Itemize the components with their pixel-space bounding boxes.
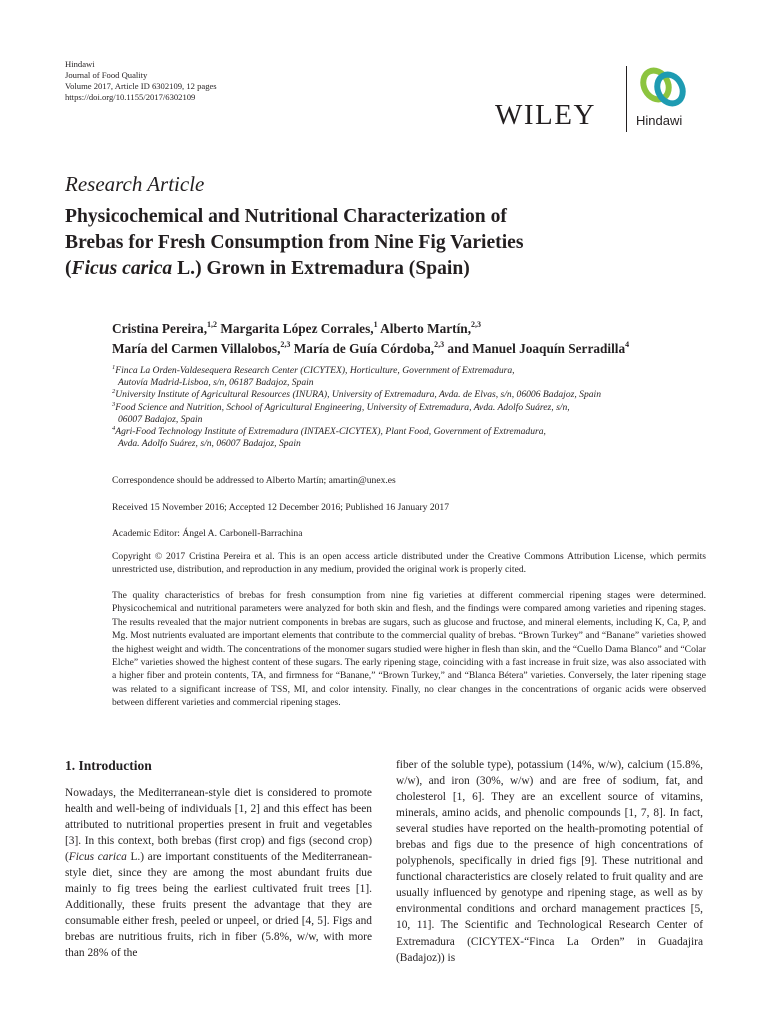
author-name[interactable]: Margarita López Corrales, (217, 321, 374, 336)
affiliation-text: Food Science and Nutrition, School of Agricultural Engineering, University of Extremadura, Avda. Adolfo Suárez, s/n, (115, 401, 570, 413)
affiliation-3 (112, 402, 601, 414)
journal-info (65, 59, 217, 103)
affiliation-number: 2 (112, 388, 116, 396)
author-affil: 2,3 (434, 340, 445, 349)
author-affil: 1 (373, 320, 378, 329)
intro-column-right: fiber of the soluble type), potassium (14%, w/w), calcium (15.8%, w/w), and iron (30%, w/w) and are free of sodium, fat, and cholesterol [1, 6]. They are an excellent source of vitamins, minerals, amino acids, and phenolic compounds [1, 7, 8]. In fact, several studies have reported on the health-promoting potential of brebas and figs due to the presence of high concentrations of polyphenols, specifically in dried figs [9]. These nutritional and functional characteristics are closely related to fruit quality and are usually influenced by genotype and ripening stage, as well as by environmental conditions and orchard management practices [5, 10, 11]. The Scientific and Technological Research Center of Extremadura (CICYTEX-“Finca La Orden” in Guadajira (Badajoz)) is (396, 759, 703, 964)
intro-text: Nowadays, the Mediterranean-style diet is considered to promote health and well-being of individuals [1, 2] and this effect has been attributed to nutritional properties present in fruit and vegetables [3]. In this context, both brebas (first crop) and figs (second crop) ( (65, 787, 372, 864)
affiliation-number: 3 (112, 400, 116, 408)
intro-text: L.) are important constituents of the Mediterranean-style diet, since they are among the most abundant fruits due mainly to fig trees being the earliest cultivated fruit trees [1]. Additionally, these fruits present the advantage that they are consumable either fresh, peeled or unpeel, or dried [4, 5]. Figs and brebas are nutritious fruits, rich in fiber (5.8%, w/w, with more than 28% of the (65, 851, 372, 960)
wiley-logo: WILEY (495, 99, 596, 131)
doi-link[interactable]: https://doi.org/10.1155/2017/6302109 (65, 92, 196, 102)
title-species: Ficus carica (71, 258, 173, 279)
correspondence: Correspondence should be addressed to Alberto Martín; amartin@unex.es (112, 475, 396, 486)
affiliation-3-cont: 06007 Badajoz, Spain (118, 413, 203, 425)
article-type: Research Article (65, 172, 205, 196)
affiliation-text: University Institute of Agricultural Resources (INURA), University of Extremadura, Avda. de Elvas, s/n, 06006 Badajoz, Spain (115, 389, 602, 401)
title-line-3 (65, 256, 685, 282)
author-name[interactable]: María del Carmen Villalobos, (112, 341, 281, 356)
author-line-2 (112, 339, 732, 359)
author-list (112, 319, 732, 359)
intro-column-left (65, 785, 372, 962)
affiliation-text: Finca La Orden-Valdesequera Research Center (CICYTEX), Horticulture, Government of Extremadura, (115, 365, 515, 376)
affiliation-1-cont: Autovía Madrid-Lisboa, s/n, 06187 Badajoz, Spain (118, 377, 314, 389)
publisher-line: Hindawi (65, 59, 95, 69)
author-name[interactable]: and Manuel Joaquín Serradilla (444, 341, 626, 356)
affiliation-number: 1 (112, 364, 116, 371)
affiliation-number: 4 (112, 425, 116, 433)
volume-line: Volume 2017, Article ID 6302109, 12 pages (65, 81, 217, 91)
logo-divider (626, 66, 627, 132)
affiliation-4-cont: Avda. Adolfo Suárez, s/n, 06007 Badajoz, Spain (118, 438, 301, 450)
academic-editor: Academic Editor: Ángel A. Carbonell-Barrachina (112, 528, 303, 539)
title-line-2: Brebas for Fresh Consumption from Nine Fig Varieties (65, 232, 524, 253)
section-heading-introduction: 1. Introduction (65, 758, 152, 773)
title-line-3-rest: L.) Grown in Extremadura (Spain) (172, 258, 470, 279)
author-name[interactable]: Alberto Martín, (377, 321, 472, 336)
hindawi-logo-icon (638, 64, 688, 110)
affiliation-text: Agri-Food Technology Institute of Extremadura (INTAEX-CICYTEX), Plant Food, Government of Extremadura, (115, 426, 546, 438)
author-affil: 2,3 (280, 340, 291, 349)
hindawi-logo-text: Hindawi (636, 113, 683, 128)
title-line-1: Physicochemical and Nutritional Characterization of (65, 206, 507, 227)
article-title (65, 204, 685, 282)
affiliation-4 (112, 426, 601, 438)
intro-species: Ficus carica (68, 851, 127, 864)
copyright-notice: Copyright © 2017 Cristina Pereira et al. This is an open access article distributed under the Creative Commons Attribution License, which permits unrestricted use, distribution, and reproduction in any medium, provided the original work is properly cited. (112, 551, 706, 576)
affiliations (112, 365, 601, 450)
author-affil: 2,3 (471, 320, 482, 329)
affiliation-2 (112, 389, 601, 401)
author-name[interactable]: Cristina Pereira, (112, 321, 208, 336)
title-paren: ( (65, 258, 72, 279)
affiliation-1 (112, 365, 601, 377)
author-name[interactable]: María de Guía Córdoba, (290, 341, 435, 356)
author-line-1 (112, 319, 732, 339)
author-affil: 4 (625, 340, 630, 349)
publication-dates: Received 15 November 2016; Accepted 12 December 2016; Published 16 January 2017 (112, 502, 450, 513)
abstract: The quality characteristics of brebas for fresh consumption from nine fig varieties at different commercial ripening stages were determined. Physicochemical and nutritional parameters were analyzed for both skin and flesh, and the findings were compared among varieties and ripening stages. The results revealed that the major nutrient components in brebas are sugars, such as glucose and fructose, and mineral elements, including K, Ca, P, and Mg. Most nutrients evaluated are important elements that contribute to the commercial quality of brebas. “Brown Turkey” and “Banane” varieties showed the highest weight and width. The concentrations of the monomer sugars studied were higher in flesh than skin, and the “Cuello Dama Blanco” and “Colar Elche” varieties showed the highest content of these sugars. The early ripening stage, coinciding with a fast increase in fruit size, was also associated with a higher fiber and protein contents, TA, and firmness for “Banane,” “Brown Turkey,” and “Blanca Bétera” varieties. Conversely, the later ripening stage was related to a significant increase of TSS, MI, and color intensity. Finally, no clear changes in the concentrations of organic acids were observed between different varieties and commercial ripening stages. (112, 590, 706, 709)
journal-name: Journal of Food Quality (65, 70, 148, 80)
author-affil: 1,2 (207, 320, 218, 329)
